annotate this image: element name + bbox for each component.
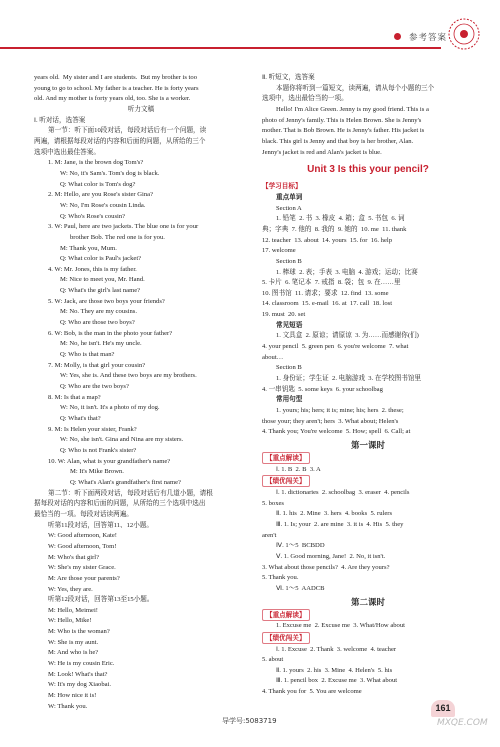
text-line: W: Good afternoon, Kate!	[48, 532, 117, 540]
text-line: Ⅱ. 听短文，选答案	[262, 74, 315, 81]
text-line: Q: What's the girl's last name?	[60, 287, 141, 295]
text-line: Ⅰ. 1. dictionaries 2. schoolbag 3. eraser 4. pencils	[276, 488, 410, 496]
text-line: M: Who is the woman?	[48, 628, 110, 636]
text-line: 选项中，选出最恰当的一项。	[262, 95, 348, 103]
text-line: W: Yes, they are.	[48, 585, 93, 593]
text-line: Ⅱ. 1. yours 2. his 3. Mine 4. Helen's 5. his	[276, 666, 393, 674]
text-line: Jenny's jacket is red and Alan's jacket is blue.	[262, 148, 382, 156]
text-line: 1. yours; his; hers; it is; mine; his; hers 2. these;	[276, 407, 404, 415]
text-line: 常见短语	[276, 321, 303, 329]
text-line: 9. M: Is Helen your sister, Frank?	[48, 425, 137, 433]
page-number: 161	[431, 700, 455, 717]
lesson-1-answers	[262, 452, 474, 595]
text-line: 5. W: Jack, are those two boys your friends?	[48, 297, 165, 305]
text-line: 5. Thank you.	[262, 574, 299, 582]
text-line: Ⅲ. 1. Is; your 2. are mine 3. it is 4. His 5. they	[276, 520, 404, 528]
text-line: W: She's my sister Grace.	[48, 564, 116, 572]
text-line: about…	[262, 353, 284, 361]
text-line: Ⅴ. 1. Good morning, Jane! 2. No, it isn't.	[276, 552, 386, 560]
decorative-seal-icon	[447, 17, 481, 51]
text-line: 4. Thank you; You're welcome 5. How; spell 6. Call; at	[262, 428, 411, 436]
text-line: Hello! I'm Alice Green. Jenny is my good friend. This is a	[276, 105, 429, 113]
text-line: 第一节：听下面10段对话，每段对话后有一个问题，读	[48, 127, 207, 135]
text-line: W: No, it's Sam's. Tom's dog is black.	[60, 169, 160, 177]
text-line: W: No, she isn't. Gina and Nina are my sisters.	[60, 436, 184, 444]
text-line: 17. welcome	[262, 247, 296, 255]
text-line: young to go to school. My father is a teacher. He is forty years	[34, 84, 199, 92]
text-line: Ⅰ. 1. B 2. B 3. A	[276, 465, 321, 473]
text-line: Q: Who are the two boys?	[60, 383, 129, 391]
text-line: Ⅱ. 1. his 2. Mine 3. hers 4. books 5. rulers	[276, 510, 393, 518]
text-line: photo of Jenny's family. This is Helen Brown. She is Jenny's	[262, 116, 422, 124]
text-line: M: Who's that girl?	[48, 553, 100, 561]
text-line: 据每段对话的内容和后面的问题，从所给的三个选项中选出	[34, 500, 206, 508]
header-dot	[394, 33, 401, 40]
text-line: 听第12段对话，回答第13至15小题。	[48, 596, 154, 604]
text-line: W: No, it isn't. It's a photo of my dog.	[60, 404, 160, 412]
text-line: W: Good afternoon, Tom!	[48, 542, 117, 550]
lesson-2-answers	[262, 609, 474, 698]
text-line: M: No. They are my cousins.	[60, 308, 137, 316]
text-line: 两遍，请根据每段对话的内容和后面的问题，从所给的三个	[34, 137, 206, 145]
text-line: Q: Who's Rose's cousin?	[60, 212, 126, 220]
text-line: 最恰当的一项。每段对话读两遍。	[34, 510, 133, 518]
text-line: 4. W: Mr. Jones, this is my father.	[48, 265, 137, 273]
header-rule	[0, 47, 441, 49]
text-line: M: Nice to meet you, Mr. Hand.	[60, 276, 145, 284]
unit-title: Unit 3 Is this your pencil?	[307, 164, 429, 176]
text-line: M: How nice it is!	[48, 692, 97, 700]
text-line: Q: What's Alan's grandfather's first name?	[70, 478, 181, 486]
text-line: 14. classroom 15. e-mail 16. at 17. call 18. lost	[262, 300, 393, 308]
text-line: 第二节：听下面两段对话，每段对话后有几道小题，请根	[48, 489, 213, 497]
text-line: W: She is my aunt.	[48, 638, 99, 646]
text-line: Section B	[276, 364, 302, 372]
text-line: M: And who is he?	[48, 649, 99, 657]
text-line: Q: Who is not Frank's sister?	[60, 446, 137, 454]
text-line: black. This girl is Jenny and that boy is her brother, Alan.	[262, 137, 414, 145]
text-line: Ⅵ. 1～5 AADCB	[276, 584, 325, 592]
text-line: old. And my mother is forty years old, too. She is a worker.	[34, 95, 191, 103]
text-line: 12. teacher 13. about 14. yours 15. for 16. help	[262, 236, 393, 244]
text-line: 1. M: Jane, is the brown dog Tom's?	[48, 159, 144, 167]
listening-passage	[262, 73, 474, 158]
text-line: Section B	[276, 257, 302, 265]
text-line: 1. 棒球 2. 表；手表 3. 电脑 4. 游戏；运动；比赛	[276, 268, 418, 276]
text-line: 常用句型	[276, 396, 303, 404]
text-line: Ⅳ. 1～5 BCBDD	[276, 542, 325, 550]
text-line: 5. 卡片 6. 笔记本 7. 戒指 8. 袋；包 9. 在……里	[262, 279, 401, 287]
text-line: Q: Who are those two boys?	[60, 319, 135, 327]
text-line: Ⅰ. 听对话，选答案	[34, 116, 86, 124]
text-line: W: Yes, she is. And these two boys are my brothers.	[60, 372, 197, 380]
text-line: 【绩优闯关】	[262, 475, 474, 488]
text-line: 1. 文具盒 2. 原谅；请原谅 3. 为……而感谢你(们)	[276, 332, 419, 340]
text-line: Ⅲ. 1. pencil box 2. Excuse me 3. What about	[276, 677, 398, 685]
text-line: 10. 图书馆 11. 请求；要求 12. find 13. some	[262, 289, 389, 297]
text-line: 听第11段对话，回答第11、12小题。	[48, 521, 154, 529]
text-line: 4. 一串钥匙 5. some keys 6. your schoolbag	[262, 385, 383, 393]
text-line: 1. 身份证；学生证 2. 电脑游戏 3. 在学校图书馆里	[276, 375, 422, 383]
text-line: years old. My sister and I are students. But my brother is too	[34, 74, 197, 81]
learning-goals	[262, 182, 474, 438]
text-line: M: Thank you, Mum.	[60, 244, 117, 252]
text-line: M: No, he isn't. He's my uncle.	[60, 340, 142, 348]
text-line: 重点单词	[276, 193, 303, 201]
text-line: 19. must 20. set	[262, 311, 306, 319]
watermark: MXQE.COM	[437, 718, 488, 728]
right-column	[262, 73, 474, 698]
header-label: 参考答案	[409, 33, 448, 43]
text-line: 典；字典 7. 他的 8. 我的 9. 她的 10. me 11. thank	[262, 225, 407, 233]
text-line: 【重点解读】	[262, 452, 474, 465]
text-line: 【学习目标】	[262, 183, 302, 191]
text-line: 听力文稿	[127, 105, 155, 113]
text-line: W: It's my dog Xiaobai.	[48, 681, 112, 689]
lesson-1-heading: 第一课时	[350, 440, 385, 450]
text-line: 1. 铅笔 2. 书 3. 橡皮 4. 箱；盒 5. 书包 6. 词	[276, 215, 405, 223]
text-line: M: Are those your parents?	[48, 574, 120, 582]
text-line: those your; they aren't; hers 3. What about; Helen's	[262, 417, 399, 425]
text-line: aren't	[262, 531, 277, 539]
text-line: 10. W: Alan, what is your grandfather's name?	[48, 457, 171, 465]
lesson-2-heading: 第二课时	[350, 596, 385, 607]
text-line: 1. Excuse me 2. Excuse me 3. What/How about	[276, 622, 405, 630]
text-line: 【绩优闯关】	[262, 632, 474, 645]
text-line: Ⅰ. 1. Excuse 2. Thank 3. welcome 4. teacher	[276, 645, 397, 653]
text-line: brother Bob. The red one is for you.	[70, 233, 165, 241]
footer-code: 导学号:5083719	[222, 717, 277, 725]
left-column	[34, 73, 248, 712]
text-line: 2. M: Hello, are you Rose's sister Gina?	[48, 191, 154, 199]
text-line: W: Thank you.	[48, 702, 88, 710]
text-line: M: Look! What's that?	[48, 670, 108, 678]
text-line: 5. about	[262, 656, 284, 664]
text-line: 4. Thank you for 5. You are welcome	[262, 688, 362, 696]
text-line: 4. your pencil 5. green pen 6. you're welcome 7. what	[262, 343, 409, 351]
text-line: M: Hello, Meimei!	[48, 606, 98, 614]
text-line: 6. W: Bob, is the man in the photo your father?	[48, 329, 173, 337]
text-line: Q: What's that?	[60, 415, 101, 422]
text-line: 5. boxes	[262, 499, 284, 507]
text-line: mother. That is Bob Brown. He is Jenny's father. His jacket is	[262, 127, 425, 135]
text-line: W: He is my cousin Eric.	[48, 660, 115, 668]
text-line: Q: What color is Tom's dog?	[60, 180, 136, 188]
text-line: Section A	[276, 204, 302, 212]
text-line: 本题你将听到一篇短文，读两遍，请从每个小题的三个	[276, 84, 435, 92]
text-line: 选项中选出最佳答案。	[34, 148, 100, 156]
text-line: Q: Who is that man?	[60, 351, 115, 359]
text-line: 8. M: Is that a map?	[48, 393, 101, 401]
text-line: W: No, I'm Rose's cousin Linda.	[60, 201, 146, 209]
text-line: W: Hello, Mike!	[48, 617, 92, 625]
text-line: 【重点解读】	[262, 609, 474, 622]
text-line: M: It's Mike Brown.	[70, 468, 124, 476]
text-line: 7. M: Molly, is that girl your cousin?	[48, 361, 146, 369]
text-line: 3. What about those pencils? 4. Are they yours?	[262, 563, 390, 571]
text-line: 3. W: Paul, here are two jackets. The blue one is for your	[48, 223, 199, 231]
text-line: Q: What color is Paul's jacket?	[60, 255, 142, 263]
